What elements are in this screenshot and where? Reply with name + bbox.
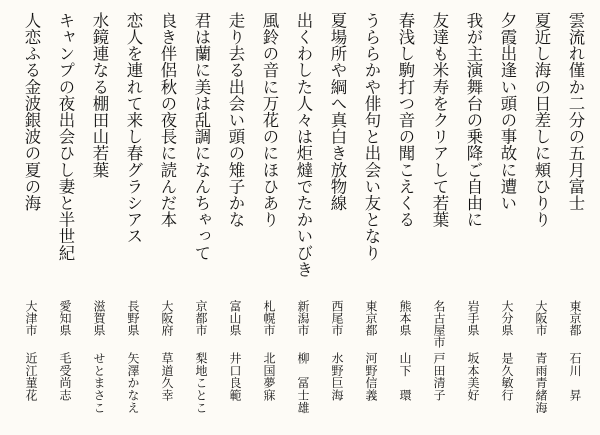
poem-entry [495, 0, 519, 435]
author-name: 是久敏行 [500, 352, 514, 402]
verse-text: 夏近し海の日差しに頬ひりり [532, 12, 551, 228]
author-name: 坂本美好 [466, 352, 480, 402]
poem-entry [325, 0, 349, 435]
author-name: 北国夢寐 [262, 352, 276, 402]
place-text: 京都市 [194, 300, 208, 336]
verse-text: 恋人を連れて来し春グラシアス [124, 12, 143, 245]
author-name: 石川 昇 [568, 352, 582, 402]
place-text: 東京都 [364, 300, 378, 336]
verse-text: 友達も米寿をクリアして若葉 [430, 12, 449, 228]
place-text: 富山県 [228, 300, 242, 336]
place-text: 東京都 [568, 300, 582, 336]
place-text: 長野県 [126, 300, 140, 336]
poem-entry [19, 0, 43, 435]
poem-entry [121, 0, 145, 435]
verse-text: 雲流れ僅か二分の五月富士 [566, 12, 585, 212]
poem-entry [393, 0, 417, 435]
verse-text: 春浅し駒打つ音の聞こえくる [396, 12, 415, 228]
verse-text: 夕霞出逢い頭の事故に遭い [498, 12, 517, 212]
place-text: 札幌市 [262, 300, 276, 336]
place-text: 大阪市 [534, 300, 548, 336]
author-name: 柳 冨士雄 [296, 352, 310, 414]
author-name: 河野信義 [364, 352, 378, 402]
place-text: 熊本県 [398, 300, 412, 336]
author-name: 山下 環 [398, 352, 412, 402]
author-name: 戸田清子 [432, 352, 446, 402]
place-text: 滋賀県 [92, 300, 106, 336]
poem-entry [223, 0, 247, 435]
poem-entry [87, 0, 111, 435]
author-name: 井口良範 [228, 352, 242, 402]
author-name: 水野巨海 [330, 352, 344, 402]
poem-entry [291, 0, 315, 435]
place-text: 西尾市 [330, 300, 344, 336]
author-name: 梨地ことこ [194, 352, 208, 414]
author-name: 草道久幸 [160, 352, 174, 402]
place-text: 大津市 [24, 300, 38, 336]
author-name: 矢澤かなえ [126, 352, 140, 414]
verse-text: 夏場所や綱へ真白き放物線 [328, 12, 347, 212]
poem-entry [563, 0, 587, 435]
poem-entry [155, 0, 179, 435]
author-name: 毛受尚志 [58, 352, 72, 402]
poem-entry [427, 0, 451, 435]
place-text: 愛知県 [58, 300, 72, 336]
verse-text: 人恋ふる金波銀波の夏の海 [22, 12, 41, 212]
place-text: 大分県 [500, 300, 514, 336]
place-text: 岩手県 [466, 300, 480, 336]
place-text: 新潟市 [296, 300, 310, 336]
verse-text: うららかや俳句と出会い友となり [362, 12, 381, 261]
verse-text: 良き伴侶秋の夜長に読んだ本 [158, 12, 177, 228]
author-name: 近江菫花 [24, 352, 38, 402]
verse-text: キャンプの夜出会ひし妻と半世紀 [56, 12, 75, 261]
place-text: 大阪府 [160, 300, 174, 336]
verse-text: 走り去る出会い頭の雉子かな [226, 12, 245, 228]
poem-entry [529, 0, 553, 435]
author-name: 青雨青緒海 [534, 352, 548, 414]
verse-text: 水鏡連なる棚田山若葉 [90, 12, 109, 178]
verse-text: 風鈴の音に万花のにほひあり [260, 12, 279, 228]
poem-entry [461, 0, 485, 435]
poem-entry [189, 0, 213, 435]
verse-text: 出くわした人々は炬燵でたかいびき [294, 12, 313, 278]
author-name: せとまさこ [92, 352, 106, 414]
poem-entry [53, 0, 77, 435]
verse-text: 我が主演舞台の乗降ご自由に [464, 12, 483, 228]
verse-text: 君は蘭に美は乱調になんちゃって [192, 12, 211, 261]
poem-entry [359, 0, 383, 435]
place-text: 名古屋市 [432, 300, 446, 348]
poem-entry [257, 0, 281, 435]
